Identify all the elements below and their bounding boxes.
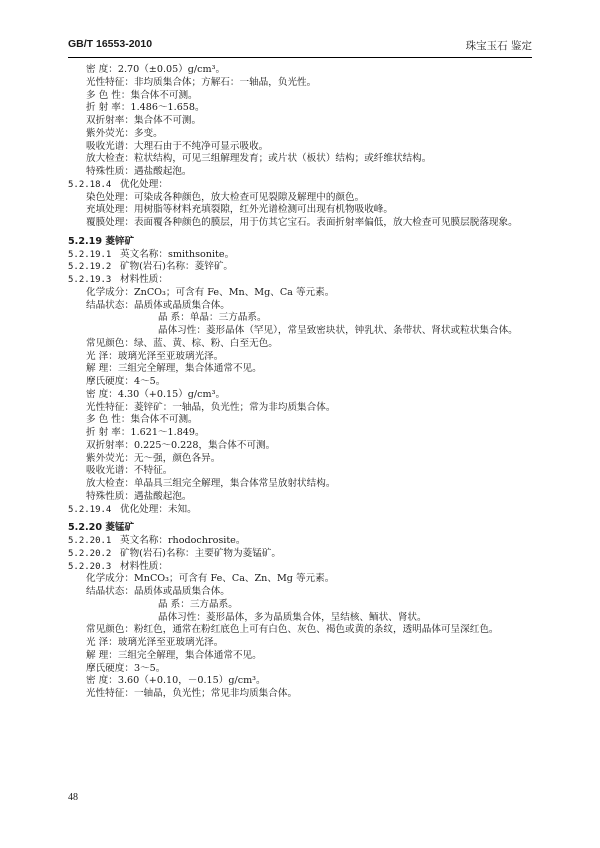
clause-text: 英文名称：rhodochrosite。 bbox=[120, 535, 246, 546]
property-value: 菱形晶体，多为晶质集合体，呈结核、鲕状、肾状。 bbox=[205, 611, 427, 623]
property-row bbox=[68, 312, 560, 325]
property-value: 绿、蓝、黄、棕、粉、白至无色。 bbox=[133, 337, 278, 349]
property-label: 覆膜处理： bbox=[86, 217, 134, 228]
property-row bbox=[68, 440, 560, 453]
property-label: 双折射率： bbox=[86, 115, 134, 126]
numbered-clause bbox=[68, 274, 560, 287]
numbered-clause bbox=[68, 504, 560, 517]
property-row bbox=[68, 414, 560, 427]
property-row bbox=[68, 325, 560, 338]
property-value: 粉红色，通常在粉红底色上可有白色、灰色、褐色或黄的条纹，透明晶体可呈深红色。 bbox=[133, 624, 499, 636]
property-value: 菱锌矿：一轴晶，负光性；常为非均质集合体。 bbox=[133, 401, 336, 413]
property-label: 吸收光谱： bbox=[86, 140, 134, 152]
property-label: 多 色 性： bbox=[86, 414, 131, 426]
property-value: 可染成各种颜色，放大检查可见裂隙及解理中的颜色。 bbox=[133, 191, 365, 203]
numbered-clause bbox=[68, 261, 560, 274]
property-row bbox=[68, 573, 560, 586]
property-row bbox=[68, 287, 560, 300]
property-label: 紫外荧光： bbox=[86, 452, 134, 464]
property-row bbox=[68, 663, 560, 676]
property-row bbox=[68, 166, 560, 179]
property-label: 光性特征： bbox=[86, 401, 134, 413]
property-label: 光 泽： bbox=[86, 637, 118, 648]
property-value: 4～5。 bbox=[133, 376, 166, 387]
property-row bbox=[68, 389, 560, 402]
property-value: 多变。 bbox=[133, 127, 163, 139]
property-row bbox=[68, 64, 560, 77]
property-row bbox=[68, 102, 560, 115]
clause-number: 5.2.19.2 bbox=[68, 262, 112, 273]
property-value: 三组完全解理，集合体通常不见。 bbox=[117, 649, 262, 661]
property-label: 光性特征： bbox=[86, 688, 134, 699]
property-value: 无～强，颜色各异。 bbox=[133, 452, 221, 464]
property-label: 放大检查： bbox=[86, 478, 134, 489]
property-value: 0.225～0.228，集合体不可测。 bbox=[133, 439, 276, 451]
property-label: 密 度： bbox=[86, 675, 118, 687]
property-value: 1.621～1.849。 bbox=[130, 427, 205, 438]
property-label: 特殊性质： bbox=[86, 490, 134, 502]
property-row bbox=[68, 90, 560, 103]
property-label: 化学成分： bbox=[86, 573, 134, 585]
property-row bbox=[68, 77, 560, 90]
property-label: 折 射 率： bbox=[86, 102, 131, 114]
property-row bbox=[68, 624, 560, 637]
property-label: 紫外荧光： bbox=[86, 127, 134, 139]
property-row bbox=[68, 402, 560, 415]
property-label: 摩氏硬度： bbox=[86, 662, 134, 674]
clause-text: 优化处理：未知。 bbox=[120, 503, 197, 515]
property-value: 晶质体或晶质集合体。 bbox=[133, 299, 230, 311]
property-value: 单晶：三方晶系。 bbox=[189, 312, 267, 324]
property-row bbox=[68, 465, 560, 478]
clause-text: 矿物(岩石)名称：主要矿物为菱锰矿。 bbox=[120, 547, 281, 559]
property-value: 用树脂等材料充填裂隙，红外光谱检测可出现有机物吸收峰。 bbox=[133, 204, 393, 216]
section-heading bbox=[68, 522, 560, 535]
property-value: 非均质集合体；方解石：一轴晶，负光性。 bbox=[133, 76, 317, 88]
property-row bbox=[68, 637, 560, 650]
property-label: 常见颜色： bbox=[86, 337, 134, 349]
property-value: 3～5。 bbox=[133, 662, 166, 674]
property-label: 密 度： bbox=[86, 64, 118, 75]
clause-text: 材料性质： bbox=[120, 274, 168, 285]
property-value: 菱形晶体（罕见），常呈致密块状，钟乳状、条带状、肾状或粒状集合体。 bbox=[205, 325, 518, 336]
property-row bbox=[68, 217, 560, 230]
property-value: ZnCO₃；可含有 Fe、Mn、Mg、Ca 等元素。 bbox=[133, 286, 335, 298]
property-value: 晶质体或晶质集合体。 bbox=[133, 586, 230, 597]
property-value: 4.30（+0.15）g/cm³。 bbox=[117, 388, 226, 400]
property-row bbox=[68, 115, 560, 128]
numbered-clause bbox=[68, 249, 560, 262]
page-header bbox=[68, 38, 532, 58]
property-row bbox=[68, 204, 560, 217]
property-label: 吸收光谱： bbox=[86, 465, 134, 477]
property-label: 充填处理： bbox=[86, 204, 134, 216]
clause-text: 材料性质： bbox=[120, 560, 168, 572]
property-value: 大理石由于不纯净可显示吸收。 bbox=[133, 140, 269, 152]
property-row bbox=[68, 675, 560, 688]
property-value: 表面覆各种颜色的膜层，用于仿其它宝石。表面折射率偏低，放大检查可见膜层脱落现象。 bbox=[133, 217, 518, 228]
property-row bbox=[68, 491, 560, 504]
standard-number: GB/T 16553-2010 bbox=[68, 38, 153, 50]
clause-text: 英文名称：smithsonite。 bbox=[120, 248, 235, 260]
property-value: 3.60（+0.10，－0.15）g/cm³。 bbox=[117, 675, 266, 687]
property-label: 常见颜色： bbox=[86, 624, 134, 636]
document-title: 珠宝玉石 鉴定 bbox=[465, 40, 532, 52]
property-label: 摩氏硬度： bbox=[86, 376, 134, 387]
property-label: 密 度： bbox=[86, 388, 118, 400]
property-value: 一轴晶，负光性；常见非均质集合体。 bbox=[133, 688, 298, 699]
property-label: 化学成分： bbox=[86, 286, 134, 298]
property-row bbox=[68, 192, 560, 205]
property-row bbox=[68, 128, 560, 141]
property-value: 三组完全解理，集合体通常不见。 bbox=[117, 363, 262, 375]
page-number: 48 bbox=[68, 792, 78, 803]
numbered-clause bbox=[68, 548, 560, 561]
property-label: 晶 系： bbox=[158, 598, 190, 610]
property-row bbox=[68, 586, 560, 599]
clause-number: 5.2.19.3 bbox=[68, 275, 112, 285]
property-label: 多 色 性： bbox=[86, 89, 131, 101]
property-label: 折 射 率： bbox=[86, 427, 131, 438]
clause-text: 优化处理： bbox=[120, 178, 168, 190]
numbered-clause bbox=[68, 535, 560, 548]
property-row bbox=[68, 612, 560, 625]
property-label: 解 理： bbox=[86, 649, 118, 661]
property-value: 不特征。 bbox=[133, 465, 173, 477]
clause-number: 5.2.20.2 bbox=[68, 548, 112, 559]
property-value: 三方晶系。 bbox=[189, 598, 238, 610]
clause-number: 5.2.19.1 bbox=[68, 249, 112, 260]
property-value: 遇盐酸起泡。 bbox=[133, 490, 192, 502]
property-label: 结晶状态： bbox=[86, 299, 134, 311]
property-label: 双折射率： bbox=[86, 439, 134, 451]
property-label: 晶体习性： bbox=[158, 325, 206, 336]
numbered-clause bbox=[68, 179, 560, 192]
property-row bbox=[68, 351, 560, 364]
property-value: 集合体不可测。 bbox=[130, 89, 198, 101]
property-value: 集合体不可测。 bbox=[133, 115, 202, 126]
property-value: 玻璃光泽至亚玻璃光泽。 bbox=[117, 350, 224, 362]
property-label: 解 理： bbox=[86, 363, 118, 375]
clause-text: 矿物(岩石)名称：菱锌矿。 bbox=[120, 261, 234, 273]
clause-number: 5.2.18.4 bbox=[68, 179, 112, 190]
property-row bbox=[68, 688, 560, 701]
property-row bbox=[68, 376, 560, 389]
property-value: 粒状结构，可见三组解理发育；或片状（板状）结构；或纤维状结构。 bbox=[133, 153, 432, 165]
property-row bbox=[68, 153, 560, 166]
property-row bbox=[68, 363, 560, 376]
clause-number: 5.2.20.3 bbox=[68, 561, 112, 572]
header-rule bbox=[68, 57, 532, 58]
property-label: 光性特征： bbox=[86, 76, 134, 88]
section-heading-text: 5.2.19 菱锌矿 bbox=[68, 235, 135, 247]
property-label: 染色处理： bbox=[86, 191, 134, 203]
section-heading bbox=[68, 236, 560, 249]
property-row bbox=[68, 141, 560, 154]
property-row bbox=[68, 427, 560, 440]
property-value: 遇盐酸起泡。 bbox=[133, 166, 192, 177]
document-body bbox=[68, 64, 560, 701]
property-row bbox=[68, 300, 560, 313]
property-label: 晶 系： bbox=[158, 312, 190, 324]
clause-number: 5.2.20.1 bbox=[68, 536, 112, 546]
section-heading-text: 5.2.20 菱锰矿 bbox=[68, 522, 135, 534]
property-value: 单晶具三组完全解理，集合体常呈放射状结构。 bbox=[133, 478, 336, 489]
property-label: 特殊性质： bbox=[86, 166, 134, 177]
property-label: 放大检查： bbox=[86, 153, 134, 165]
property-value: 2.70（±0.05）g/cm³。 bbox=[117, 64, 226, 75]
property-value: MnCO₃；可含有 Fe、Ca、Zn、Mg 等元素。 bbox=[133, 573, 335, 585]
property-label: 光 泽： bbox=[86, 350, 118, 362]
property-row bbox=[68, 599, 560, 612]
property-label: 晶体习性： bbox=[158, 611, 206, 623]
property-row bbox=[68, 478, 560, 491]
numbered-clause bbox=[68, 561, 560, 574]
property-row bbox=[68, 338, 560, 351]
property-value: 集合体不可测。 bbox=[130, 414, 198, 426]
clause-number: 5.2.19.4 bbox=[68, 504, 112, 515]
property-row bbox=[68, 650, 560, 663]
property-label: 结晶状态： bbox=[86, 586, 134, 597]
property-value: 玻璃光泽至亚玻璃光泽。 bbox=[117, 637, 224, 648]
property-value: 1.486～1.658。 bbox=[130, 102, 205, 114]
property-row bbox=[68, 453, 560, 466]
